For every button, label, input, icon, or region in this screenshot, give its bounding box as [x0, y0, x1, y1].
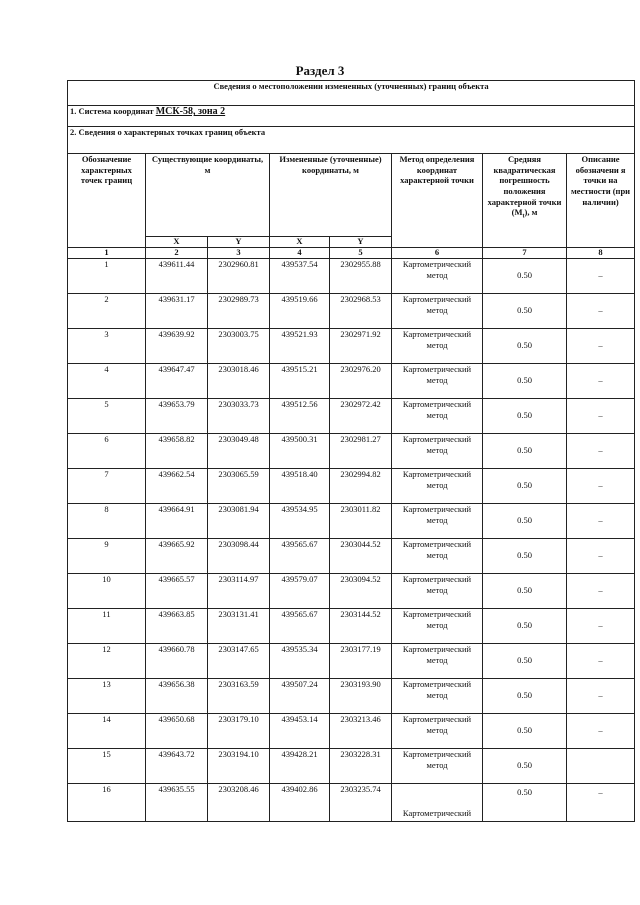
table-row: [68, 539, 635, 574]
changed-x-value: 439402.86: [270, 784, 330, 822]
column-number: 2: [146, 248, 208, 259]
changed-y-value: 2303094.52: [330, 574, 392, 609]
point-number: 9: [68, 539, 146, 574]
description-value: –: [567, 364, 635, 399]
changed-y-value: 2303228.31: [330, 749, 392, 784]
existing-x-value: 439656.38: [146, 679, 208, 714]
existing-x-value: 439631.17: [146, 294, 208, 329]
method-value: Картометрический метод: [392, 714, 483, 749]
table-row: [68, 714, 635, 749]
changed-x-value: 439428.21: [270, 749, 330, 784]
table-row: [68, 259, 635, 294]
error-value: 0.50: [483, 539, 567, 574]
column-number: 7: [483, 248, 567, 259]
header-designation: Обозначение характерных точек границ: [68, 154, 146, 248]
point-number: 11: [68, 609, 146, 644]
description-value: –: [567, 294, 635, 329]
coordinate-system-label: 1. Система координат: [70, 106, 156, 116]
error-value: 0.50: [483, 434, 567, 469]
changed-y-value: 2302981.27: [330, 434, 392, 469]
table-row: [68, 749, 635, 784]
point-number: 6: [68, 434, 146, 469]
description-value: –: [567, 259, 635, 294]
header-changed-y: Y: [330, 237, 392, 248]
error-value: 0.50: [483, 364, 567, 399]
existing-x-value: 439663.85: [146, 609, 208, 644]
existing-x-value: 439665.92: [146, 539, 208, 574]
existing-y-value: 2303194.10: [208, 749, 270, 784]
error-value: 0.50: [483, 259, 567, 294]
existing-y-value: 2303147.65: [208, 644, 270, 679]
changed-x-value: 439534.95: [270, 504, 330, 539]
error-value: 0.50: [483, 609, 567, 644]
method-value: Картометрический метод: [392, 399, 483, 434]
changed-y-value: 2302968.53: [330, 294, 392, 329]
method-value: Картометрический метод: [392, 539, 483, 574]
existing-x-value: 439665.57: [146, 574, 208, 609]
header-error-text: Средняя квадратическая погрешность положения характерной точки (M: [487, 154, 562, 218]
changed-y-value: 2302994.82: [330, 469, 392, 504]
changed-y-value: 2302971.92: [330, 329, 392, 364]
table-row: [68, 644, 635, 679]
table-row: [68, 609, 635, 644]
point-number: 13: [68, 679, 146, 714]
point-number: 10: [68, 574, 146, 609]
point-number: 15: [68, 749, 146, 784]
column-number: 5: [330, 248, 392, 259]
existing-x-value: 439658.82: [146, 434, 208, 469]
method-value: Картометрический метод: [392, 469, 483, 504]
description-value: –: [567, 504, 635, 539]
error-value: 0.50: [483, 329, 567, 364]
header-error: [483, 154, 567, 248]
description-value: –: [567, 609, 635, 644]
point-number: 4: [68, 364, 146, 399]
changed-x-value: 439565.67: [270, 609, 330, 644]
existing-x-value: 439664.91: [146, 504, 208, 539]
changed-y-value: 2303044.52: [330, 539, 392, 574]
existing-y-value: 2303208.46: [208, 784, 270, 822]
method-value: Картометрический метод: [392, 294, 483, 329]
error-value: 0.50: [483, 784, 567, 822]
existing-x-value: 439660.78: [146, 644, 208, 679]
error-value: 0.50: [483, 469, 567, 504]
changed-x-value: 439518.40: [270, 469, 330, 504]
changed-y-value: 2302972.42: [330, 399, 392, 434]
header-existing-y: Y: [208, 237, 270, 248]
table-row: [68, 469, 635, 504]
existing-y-value: 2303098.44: [208, 539, 270, 574]
description-value: –: [567, 434, 635, 469]
existing-y-value: 2303081.94: [208, 504, 270, 539]
header-existing-coords: Существующие координаты, м: [146, 154, 270, 237]
existing-y-value: 2303163.59: [208, 679, 270, 714]
changed-y-value: 2303011.82: [330, 504, 392, 539]
table-row: [68, 434, 635, 469]
method-value: Картометрический метод: [392, 749, 483, 784]
description-value: –: [567, 679, 635, 714]
existing-x-value: 439650.68: [146, 714, 208, 749]
error-value: 0.50: [483, 294, 567, 329]
changed-y-value: 2303177.19: [330, 644, 392, 679]
existing-x-value: 439639.92: [146, 329, 208, 364]
table-title: Сведения о местоположении измененных (уточненных) границ объекта: [68, 81, 635, 106]
existing-x-value: 439653.79: [146, 399, 208, 434]
error-value: 0.50: [483, 644, 567, 679]
point-number: 1: [68, 259, 146, 294]
description-value: –: [567, 714, 635, 749]
error-value: 0.50: [483, 714, 567, 749]
description-value: [567, 749, 635, 784]
description-value: –: [567, 784, 635, 822]
changed-x-value: 439500.31: [270, 434, 330, 469]
changed-x-value: 439537.54: [270, 259, 330, 294]
changed-x-value: 439579.07: [270, 574, 330, 609]
description-value: –: [567, 539, 635, 574]
point-number: 7: [68, 469, 146, 504]
column-number: 8: [567, 248, 635, 259]
table-row: [68, 294, 635, 329]
table-row: [68, 784, 635, 822]
table-row: [68, 679, 635, 714]
changed-y-value: 2303144.52: [330, 609, 392, 644]
method-value: Картометрический метод: [392, 609, 483, 644]
existing-y-value: 2303003.75: [208, 329, 270, 364]
description-value: –: [567, 329, 635, 364]
error-value: 0.50: [483, 749, 567, 784]
error-value: 0.50: [483, 504, 567, 539]
method-value: Картометрический метод: [392, 504, 483, 539]
changed-y-value: 2303193.90: [330, 679, 392, 714]
table-row: [68, 329, 635, 364]
header-error-subscript: t: [522, 213, 525, 220]
coordinate-system-row: [68, 106, 635, 127]
existing-y-value: 2302960.81: [208, 259, 270, 294]
point-number: 5: [68, 399, 146, 434]
existing-y-value: 2303065.59: [208, 469, 270, 504]
method-value: Картометрический метод: [392, 679, 483, 714]
table-row: [68, 574, 635, 609]
changed-x-value: 439512.56: [270, 399, 330, 434]
existing-x-value: 439662.54: [146, 469, 208, 504]
changed-y-value: 2302976.20: [330, 364, 392, 399]
changed-x-value: 439521.93: [270, 329, 330, 364]
method-value: Картометрический метод: [392, 364, 483, 399]
changed-x-value: 439515.21: [270, 364, 330, 399]
error-value: 0.50: [483, 399, 567, 434]
existing-x-value: 439647.47: [146, 364, 208, 399]
coordinate-system-value: МСК-58, зона 2: [155, 106, 226, 117]
changed-x-value: 439507.24: [270, 679, 330, 714]
method-value: Картометрический метод: [392, 574, 483, 609]
existing-y-value: 2302989.73: [208, 294, 270, 329]
description-value: –: [567, 644, 635, 679]
header-description: Описание обозначени я точки на местности (при наличии): [567, 154, 635, 248]
error-value: 0.50: [483, 679, 567, 714]
header-existing-x: X: [146, 237, 208, 248]
point-number: 2: [68, 294, 146, 329]
method-value: Картометрический метод: [392, 259, 483, 294]
method-value: Картометрический метод: [392, 644, 483, 679]
changed-x-value: 439565.67: [270, 539, 330, 574]
changed-y-value: 2302955.88: [330, 259, 392, 294]
point-number: 3: [68, 329, 146, 364]
existing-y-value: 2303179.10: [208, 714, 270, 749]
existing-x-value: 439643.72: [146, 749, 208, 784]
table-row: [68, 504, 635, 539]
point-number: 12: [68, 644, 146, 679]
existing-y-value: 2303049.48: [208, 434, 270, 469]
changed-x-value: 439535.34: [270, 644, 330, 679]
point-number: 16: [68, 784, 146, 822]
header-error-unit: ), м: [524, 207, 538, 218]
header-method: Метод определения координат характерной точки: [392, 154, 483, 248]
error-value: 0.50: [483, 574, 567, 609]
description-value: –: [567, 399, 635, 434]
description-value: –: [567, 469, 635, 504]
column-number: 6: [392, 248, 483, 259]
point-number: 8: [68, 504, 146, 539]
existing-x-value: 439635.55: [146, 784, 208, 822]
changed-y-value: 2303235.74: [330, 784, 392, 822]
method-value: Картометрический метод: [392, 329, 483, 364]
table-row: [68, 399, 635, 434]
header-changed-coords: Измененные (уточненные) координаты, м: [270, 154, 392, 237]
changed-y-value: 2303213.46: [330, 714, 392, 749]
existing-y-value: 2303033.73: [208, 399, 270, 434]
table-row: [68, 364, 635, 399]
header-changed-x: X: [270, 237, 330, 248]
existing-y-value: 2303131.41: [208, 609, 270, 644]
method-value: Картометрический: [392, 784, 483, 822]
changed-x-value: 439453.14: [270, 714, 330, 749]
section-title: Раздел 3: [295, 63, 345, 78]
method-value: Картометрический метод: [392, 434, 483, 469]
points-section-label: 2. Сведения о характерных точках границ объекта: [68, 127, 635, 154]
column-number: 4: [270, 248, 330, 259]
boundary-points-table: [67, 80, 635, 822]
point-number: 14: [68, 714, 146, 749]
existing-x-value: 439611.44: [146, 259, 208, 294]
existing-y-value: 2303114.97: [208, 574, 270, 609]
column-number: 3: [208, 248, 270, 259]
changed-x-value: 439519.66: [270, 294, 330, 329]
column-number: 1: [68, 248, 146, 259]
description-value: –: [567, 574, 635, 609]
existing-y-value: 2303018.46: [208, 364, 270, 399]
